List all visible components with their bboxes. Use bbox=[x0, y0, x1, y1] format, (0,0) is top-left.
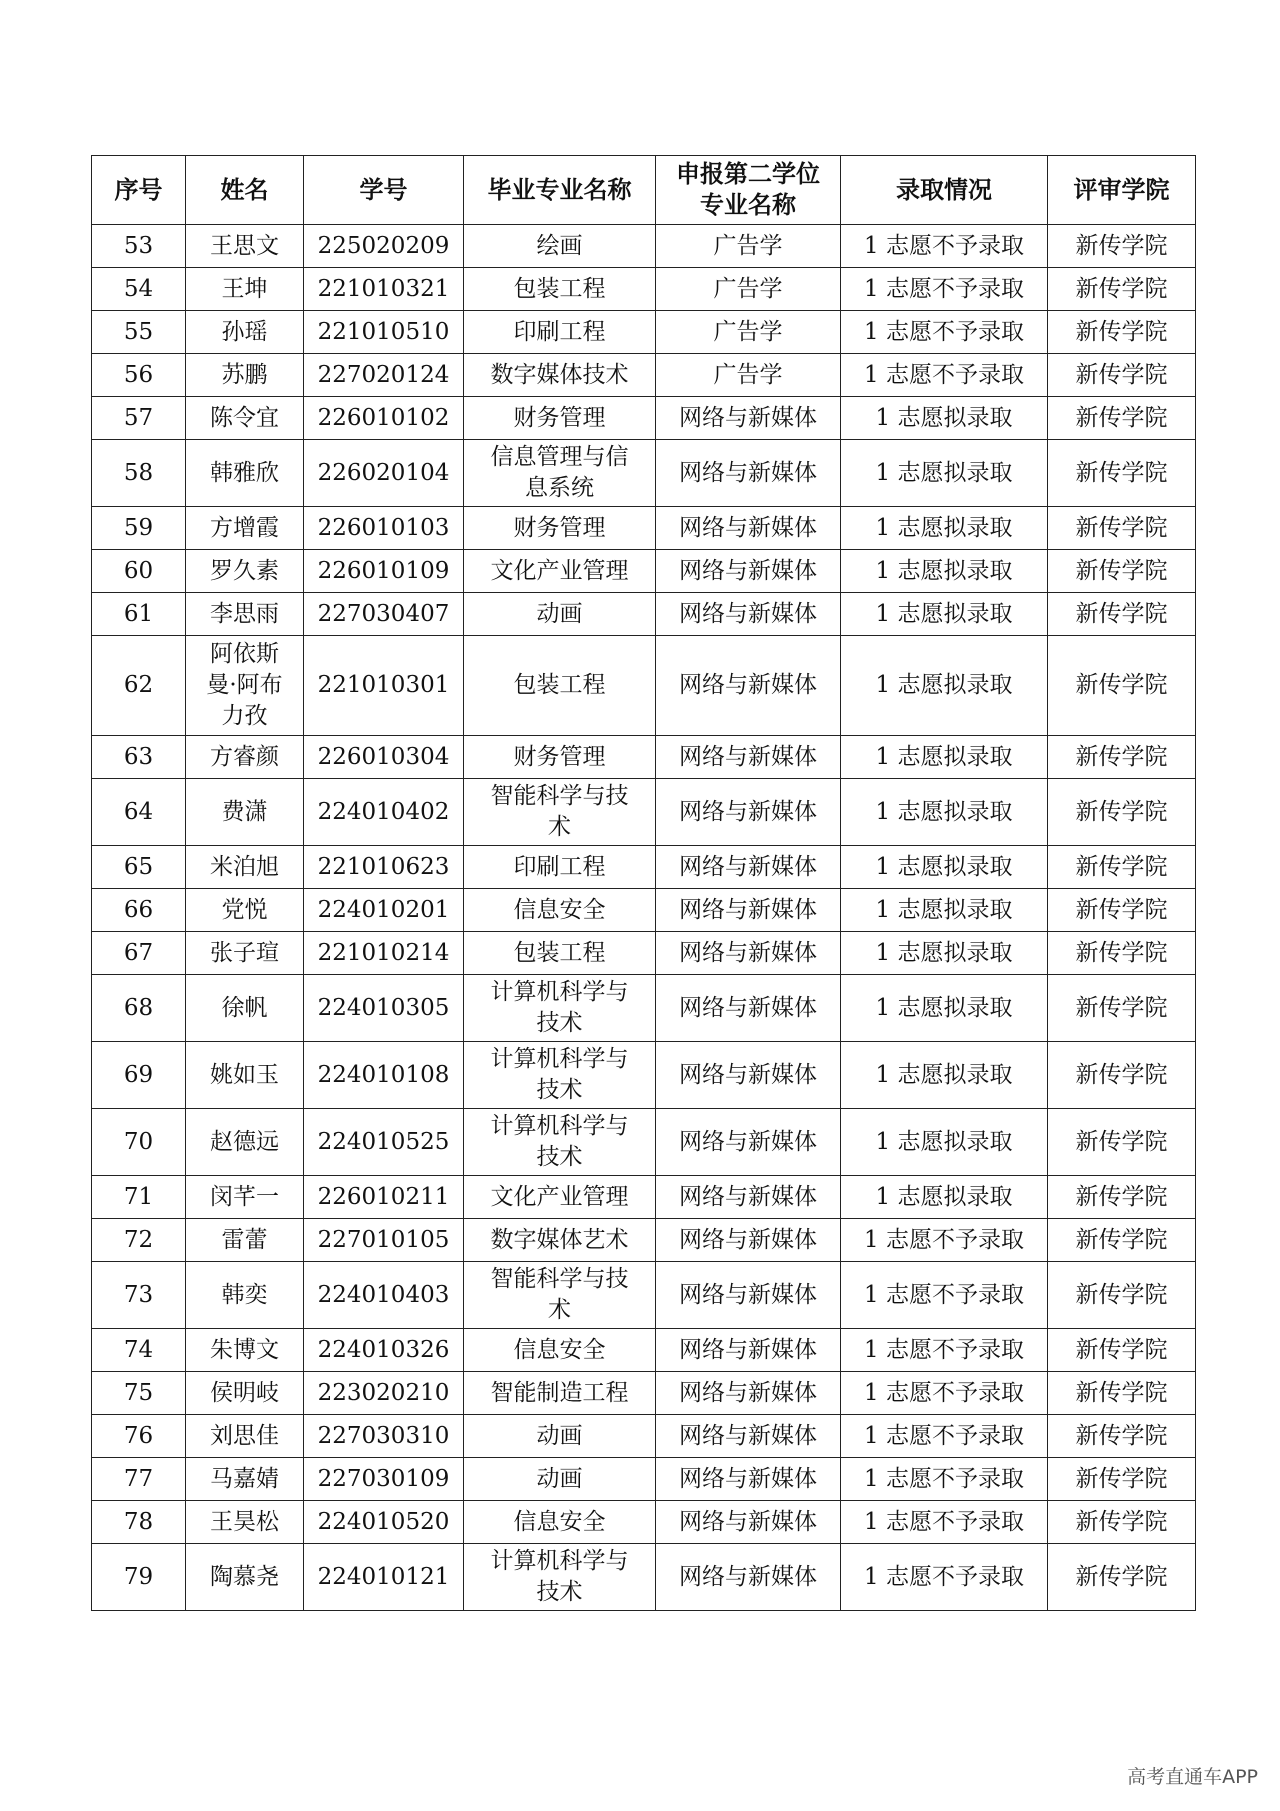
graduate-major-cell: 智能科学与技 术 bbox=[464, 779, 656, 846]
index-cell: 63 bbox=[92, 736, 186, 779]
student-id-cell: 224010305 bbox=[304, 975, 464, 1042]
student-id-cell: 224010108 bbox=[304, 1042, 464, 1109]
admission-status-cell: 1 志愿不予录取 bbox=[841, 1372, 1048, 1415]
student-id-cell: 221010301 bbox=[304, 636, 464, 736]
table-row bbox=[92, 1501, 1196, 1544]
index-cell: 54 bbox=[92, 268, 186, 311]
review-school-cell: 新传学院 bbox=[1048, 1458, 1196, 1501]
index-cell: 64 bbox=[92, 779, 186, 846]
student-id-cell: 226010211 bbox=[304, 1176, 464, 1219]
student-id-cell: 227030310 bbox=[304, 1415, 464, 1458]
graduate-major-cell: 财务管理 bbox=[464, 736, 656, 779]
admission-status-cell: 1 志愿不予录取 bbox=[841, 1415, 1048, 1458]
graduate-major-cell: 信息安全 bbox=[464, 1329, 656, 1372]
admission-status-cell: 1 志愿拟录取 bbox=[841, 550, 1048, 593]
second-degree-major-cell: 广告学 bbox=[656, 311, 841, 354]
index-cell: 67 bbox=[92, 932, 186, 975]
graduate-major-cell: 文化产业管理 bbox=[464, 550, 656, 593]
admission-table bbox=[91, 155, 1196, 1611]
admission-status-cell: 1 志愿不予录取 bbox=[841, 354, 1048, 397]
index-cell: 68 bbox=[92, 975, 186, 1042]
second-degree-major-cell: 网络与新媒体 bbox=[656, 1109, 841, 1176]
table-row bbox=[92, 846, 1196, 889]
index-cell: 72 bbox=[92, 1219, 186, 1262]
second-degree-major-cell: 网络与新媒体 bbox=[656, 1329, 841, 1372]
student-id-cell: 224010520 bbox=[304, 1501, 464, 1544]
name-cell: 韩雅欣 bbox=[186, 440, 304, 507]
second-degree-major-cell: 网络与新媒体 bbox=[656, 779, 841, 846]
review-school-cell: 新传学院 bbox=[1048, 354, 1196, 397]
review-school-cell: 新传学院 bbox=[1048, 636, 1196, 736]
table-row bbox=[92, 593, 1196, 636]
admission-status-cell: 1 志愿不予录取 bbox=[841, 1329, 1048, 1372]
graduate-major-cell: 智能科学与技 术 bbox=[464, 1262, 656, 1329]
table-row bbox=[92, 636, 1196, 736]
graduate-major-cell: 计算机科学与 技术 bbox=[464, 1544, 656, 1611]
index-cell: 75 bbox=[92, 1372, 186, 1415]
index-cell: 73 bbox=[92, 1262, 186, 1329]
student-id-cell: 227030109 bbox=[304, 1458, 464, 1501]
admission-status-cell: 1 志愿拟录取 bbox=[841, 636, 1048, 736]
admission-status-cell: 1 志愿拟录取 bbox=[841, 1109, 1048, 1176]
index-cell: 69 bbox=[92, 1042, 186, 1109]
table-row bbox=[92, 268, 1196, 311]
student-id-cell: 221010510 bbox=[304, 311, 464, 354]
second-degree-major-cell: 网络与新媒体 bbox=[656, 550, 841, 593]
student-id-cell: 226010304 bbox=[304, 736, 464, 779]
admission-status-cell: 1 志愿拟录取 bbox=[841, 736, 1048, 779]
table-row bbox=[92, 1109, 1196, 1176]
graduate-major-cell: 绘画 bbox=[464, 225, 656, 268]
admission-status-cell: 1 志愿拟录取 bbox=[841, 397, 1048, 440]
second-degree-major-cell: 网络与新媒体 bbox=[656, 1458, 841, 1501]
table-row bbox=[92, 397, 1196, 440]
student-id-cell: 226010102 bbox=[304, 397, 464, 440]
name-cell: 王昊松 bbox=[186, 1501, 304, 1544]
name-cell: 徐帆 bbox=[186, 975, 304, 1042]
table-row bbox=[92, 225, 1196, 268]
review-school-cell: 新传学院 bbox=[1048, 550, 1196, 593]
second-degree-major-cell: 网络与新媒体 bbox=[656, 397, 841, 440]
graduate-major-cell: 动画 bbox=[464, 593, 656, 636]
name-cell: 朱博文 bbox=[186, 1329, 304, 1372]
graduate-major-cell: 计算机科学与 技术 bbox=[464, 1109, 656, 1176]
index-cell: 59 bbox=[92, 507, 186, 550]
student-id-cell: 224010326 bbox=[304, 1329, 464, 1372]
review-school-cell: 新传学院 bbox=[1048, 311, 1196, 354]
name-cell: 王坤 bbox=[186, 268, 304, 311]
admission-status-cell: 1 志愿拟录取 bbox=[841, 593, 1048, 636]
admission-status-cell: 1 志愿不予录取 bbox=[841, 1262, 1048, 1329]
review-school-cell: 新传学院 bbox=[1048, 440, 1196, 507]
graduate-major-cell: 包装工程 bbox=[464, 636, 656, 736]
name-cell: 陈令宜 bbox=[186, 397, 304, 440]
index-cell: 77 bbox=[92, 1458, 186, 1501]
table-row bbox=[92, 889, 1196, 932]
name-cell: 赵德远 bbox=[186, 1109, 304, 1176]
graduate-major-cell: 数字媒体艺术 bbox=[464, 1219, 656, 1262]
header-col-student-id: 学号 bbox=[304, 156, 464, 225]
admission-status-cell: 1 志愿不予录取 bbox=[841, 1219, 1048, 1262]
graduate-major-cell: 信息安全 bbox=[464, 1501, 656, 1544]
index-cell: 71 bbox=[92, 1176, 186, 1219]
header-col-index: 序号 bbox=[92, 156, 186, 225]
name-cell: 雷蕾 bbox=[186, 1219, 304, 1262]
review-school-cell: 新传学院 bbox=[1048, 846, 1196, 889]
review-school-cell: 新传学院 bbox=[1048, 1329, 1196, 1372]
table-row bbox=[92, 1544, 1196, 1611]
name-cell: 孙瑶 bbox=[186, 311, 304, 354]
name-cell: 陶慕尧 bbox=[186, 1544, 304, 1611]
name-cell: 党悦 bbox=[186, 889, 304, 932]
graduate-major-cell: 财务管理 bbox=[464, 507, 656, 550]
review-school-cell: 新传学院 bbox=[1048, 1372, 1196, 1415]
review-school-cell: 新传学院 bbox=[1048, 507, 1196, 550]
name-cell: 韩奕 bbox=[186, 1262, 304, 1329]
table-row bbox=[92, 1329, 1196, 1372]
review-school-cell: 新传学院 bbox=[1048, 268, 1196, 311]
header-col-admission-status: 录取情况 bbox=[841, 156, 1048, 225]
index-cell: 78 bbox=[92, 1501, 186, 1544]
admission-status-cell: 1 志愿不予录取 bbox=[841, 311, 1048, 354]
table-row bbox=[92, 932, 1196, 975]
table-row bbox=[92, 975, 1196, 1042]
review-school-cell: 新传学院 bbox=[1048, 889, 1196, 932]
second-degree-major-cell: 网络与新媒体 bbox=[656, 846, 841, 889]
table-row bbox=[92, 354, 1196, 397]
graduate-major-cell: 计算机科学与 技术 bbox=[464, 975, 656, 1042]
review-school-cell: 新传学院 bbox=[1048, 1109, 1196, 1176]
second-degree-major-cell: 网络与新媒体 bbox=[656, 932, 841, 975]
review-school-cell: 新传学院 bbox=[1048, 1176, 1196, 1219]
name-cell: 费潇 bbox=[186, 779, 304, 846]
index-cell: 76 bbox=[92, 1415, 186, 1458]
graduate-major-cell: 文化产业管理 bbox=[464, 1176, 656, 1219]
student-id-cell: 226010109 bbox=[304, 550, 464, 593]
header-col-graduate-major: 毕业专业名称 bbox=[464, 156, 656, 225]
student-id-cell: 226010103 bbox=[304, 507, 464, 550]
student-id-cell: 221010623 bbox=[304, 846, 464, 889]
name-cell: 李思雨 bbox=[186, 593, 304, 636]
table-row bbox=[92, 1176, 1196, 1219]
index-cell: 66 bbox=[92, 889, 186, 932]
name-cell: 方睿颜 bbox=[186, 736, 304, 779]
second-degree-major-cell: 广告学 bbox=[656, 268, 841, 311]
table-row bbox=[92, 779, 1196, 846]
admission-status-cell: 1 志愿不予录取 bbox=[841, 268, 1048, 311]
index-cell: 70 bbox=[92, 1109, 186, 1176]
index-cell: 74 bbox=[92, 1329, 186, 1372]
student-id-cell: 227010105 bbox=[304, 1219, 464, 1262]
name-cell: 侯明岐 bbox=[186, 1372, 304, 1415]
index-cell: 55 bbox=[92, 311, 186, 354]
name-cell: 方增霞 bbox=[186, 507, 304, 550]
review-school-cell: 新传学院 bbox=[1048, 975, 1196, 1042]
name-cell: 王思文 bbox=[186, 225, 304, 268]
graduate-major-cell: 动画 bbox=[464, 1458, 656, 1501]
index-cell: 57 bbox=[92, 397, 186, 440]
admission-status-cell: 1 志愿拟录取 bbox=[841, 1176, 1048, 1219]
second-degree-major-cell: 网络与新媒体 bbox=[656, 1042, 841, 1109]
name-cell: 阿依斯 曼·阿布 力孜 bbox=[186, 636, 304, 736]
table-header-row bbox=[92, 156, 1196, 225]
second-degree-major-cell: 网络与新媒体 bbox=[656, 736, 841, 779]
review-school-cell: 新传学院 bbox=[1048, 593, 1196, 636]
graduate-major-cell: 包装工程 bbox=[464, 932, 656, 975]
graduate-major-cell: 信息安全 bbox=[464, 889, 656, 932]
review-school-cell: 新传学院 bbox=[1048, 1501, 1196, 1544]
student-id-cell: 221010321 bbox=[304, 268, 464, 311]
review-school-cell: 新传学院 bbox=[1048, 397, 1196, 440]
admission-status-cell: 1 志愿不予录取 bbox=[841, 1501, 1048, 1544]
index-cell: 65 bbox=[92, 846, 186, 889]
admission-status-cell: 1 志愿不予录取 bbox=[841, 1544, 1048, 1611]
table-row bbox=[92, 440, 1196, 507]
student-id-cell: 224010402 bbox=[304, 779, 464, 846]
name-cell: 米泊旭 bbox=[186, 846, 304, 889]
name-cell: 姚如玉 bbox=[186, 1042, 304, 1109]
review-school-cell: 新传学院 bbox=[1048, 1262, 1196, 1329]
student-id-cell: 223020210 bbox=[304, 1372, 464, 1415]
admission-status-cell: 1 志愿拟录取 bbox=[841, 846, 1048, 889]
second-degree-major-cell: 广告学 bbox=[656, 354, 841, 397]
review-school-cell: 新传学院 bbox=[1048, 1544, 1196, 1611]
table-row bbox=[92, 550, 1196, 593]
student-id-cell: 226020104 bbox=[304, 440, 464, 507]
second-degree-major-cell: 网络与新媒体 bbox=[656, 1501, 841, 1544]
graduate-major-cell: 印刷工程 bbox=[464, 311, 656, 354]
review-school-cell: 新传学院 bbox=[1048, 225, 1196, 268]
index-cell: 62 bbox=[92, 636, 186, 736]
table-row bbox=[92, 1042, 1196, 1109]
admission-status-cell: 1 志愿不予录取 bbox=[841, 1458, 1048, 1501]
graduate-major-cell: 智能制造工程 bbox=[464, 1372, 656, 1415]
review-school-cell: 新传学院 bbox=[1048, 736, 1196, 779]
index-cell: 79 bbox=[92, 1544, 186, 1611]
student-id-cell: 224010403 bbox=[304, 1262, 464, 1329]
graduate-major-cell: 数字媒体技术 bbox=[464, 354, 656, 397]
name-cell: 马嘉婧 bbox=[186, 1458, 304, 1501]
admission-status-cell: 1 志愿不予录取 bbox=[841, 225, 1048, 268]
index-cell: 60 bbox=[92, 550, 186, 593]
student-id-cell: 225020209 bbox=[304, 225, 464, 268]
admission-status-cell: 1 志愿拟录取 bbox=[841, 975, 1048, 1042]
review-school-cell: 新传学院 bbox=[1048, 1219, 1196, 1262]
name-cell: 罗久素 bbox=[186, 550, 304, 593]
header-col-second-degree-major: 申报第二学位 专业名称 bbox=[656, 156, 841, 225]
graduate-major-cell: 信息管理与信 息系统 bbox=[464, 440, 656, 507]
graduate-major-cell: 计算机科学与 技术 bbox=[464, 1042, 656, 1109]
table-row bbox=[92, 311, 1196, 354]
table-row bbox=[92, 736, 1196, 779]
index-cell: 61 bbox=[92, 593, 186, 636]
graduate-major-cell: 包装工程 bbox=[464, 268, 656, 311]
index-cell: 56 bbox=[92, 354, 186, 397]
student-id-cell: 224010525 bbox=[304, 1109, 464, 1176]
admission-status-cell: 1 志愿拟录取 bbox=[841, 932, 1048, 975]
graduate-major-cell: 动画 bbox=[464, 1415, 656, 1458]
table-row bbox=[92, 1458, 1196, 1501]
second-degree-major-cell: 网络与新媒体 bbox=[656, 1262, 841, 1329]
review-school-cell: 新传学院 bbox=[1048, 1042, 1196, 1109]
watermark-text: 高考直通车APP bbox=[1127, 1766, 1258, 1788]
second-degree-major-cell: 网络与新媒体 bbox=[656, 1176, 841, 1219]
table-body bbox=[92, 225, 1196, 1611]
student-id-cell: 224010201 bbox=[304, 889, 464, 932]
header-col-name: 姓名 bbox=[186, 156, 304, 225]
second-degree-major-cell: 网络与新媒体 bbox=[656, 1544, 841, 1611]
student-id-cell: 227020124 bbox=[304, 354, 464, 397]
student-id-cell: 221010214 bbox=[304, 932, 464, 975]
second-degree-major-cell: 网络与新媒体 bbox=[656, 593, 841, 636]
review-school-cell: 新传学院 bbox=[1048, 1415, 1196, 1458]
second-degree-major-cell: 网络与新媒体 bbox=[656, 440, 841, 507]
index-cell: 53 bbox=[92, 225, 186, 268]
table-row bbox=[92, 1415, 1196, 1458]
review-school-cell: 新传学院 bbox=[1048, 779, 1196, 846]
second-degree-major-cell: 广告学 bbox=[656, 225, 841, 268]
student-id-cell: 227030407 bbox=[304, 593, 464, 636]
admission-status-cell: 1 志愿拟录取 bbox=[841, 440, 1048, 507]
second-degree-major-cell: 网络与新媒体 bbox=[656, 1415, 841, 1458]
second-degree-major-cell: 网络与新媒体 bbox=[656, 1372, 841, 1415]
header-col-review-school: 评审学院 bbox=[1048, 156, 1196, 225]
name-cell: 张子瑄 bbox=[186, 932, 304, 975]
table-row bbox=[92, 1262, 1196, 1329]
second-degree-major-cell: 网络与新媒体 bbox=[656, 1219, 841, 1262]
name-cell: 苏鹏 bbox=[186, 354, 304, 397]
admission-status-cell: 1 志愿拟录取 bbox=[841, 889, 1048, 932]
admission-status-cell: 1 志愿拟录取 bbox=[841, 779, 1048, 846]
second-degree-major-cell: 网络与新媒体 bbox=[656, 889, 841, 932]
table-row bbox=[92, 507, 1196, 550]
admission-status-cell: 1 志愿拟录取 bbox=[841, 1042, 1048, 1109]
table-row bbox=[92, 1372, 1196, 1415]
review-school-cell: 新传学院 bbox=[1048, 932, 1196, 975]
graduate-major-cell: 财务管理 bbox=[464, 397, 656, 440]
student-id-cell: 224010121 bbox=[304, 1544, 464, 1611]
name-cell: 闵芊一 bbox=[186, 1176, 304, 1219]
name-cell: 刘思佳 bbox=[186, 1415, 304, 1458]
second-degree-major-cell: 网络与新媒体 bbox=[656, 507, 841, 550]
admission-status-cell: 1 志愿拟录取 bbox=[841, 507, 1048, 550]
second-degree-major-cell: 网络与新媒体 bbox=[656, 636, 841, 736]
table-row bbox=[92, 1219, 1196, 1262]
graduate-major-cell: 印刷工程 bbox=[464, 846, 656, 889]
index-cell: 58 bbox=[92, 440, 186, 507]
second-degree-major-cell: 网络与新媒体 bbox=[656, 975, 841, 1042]
